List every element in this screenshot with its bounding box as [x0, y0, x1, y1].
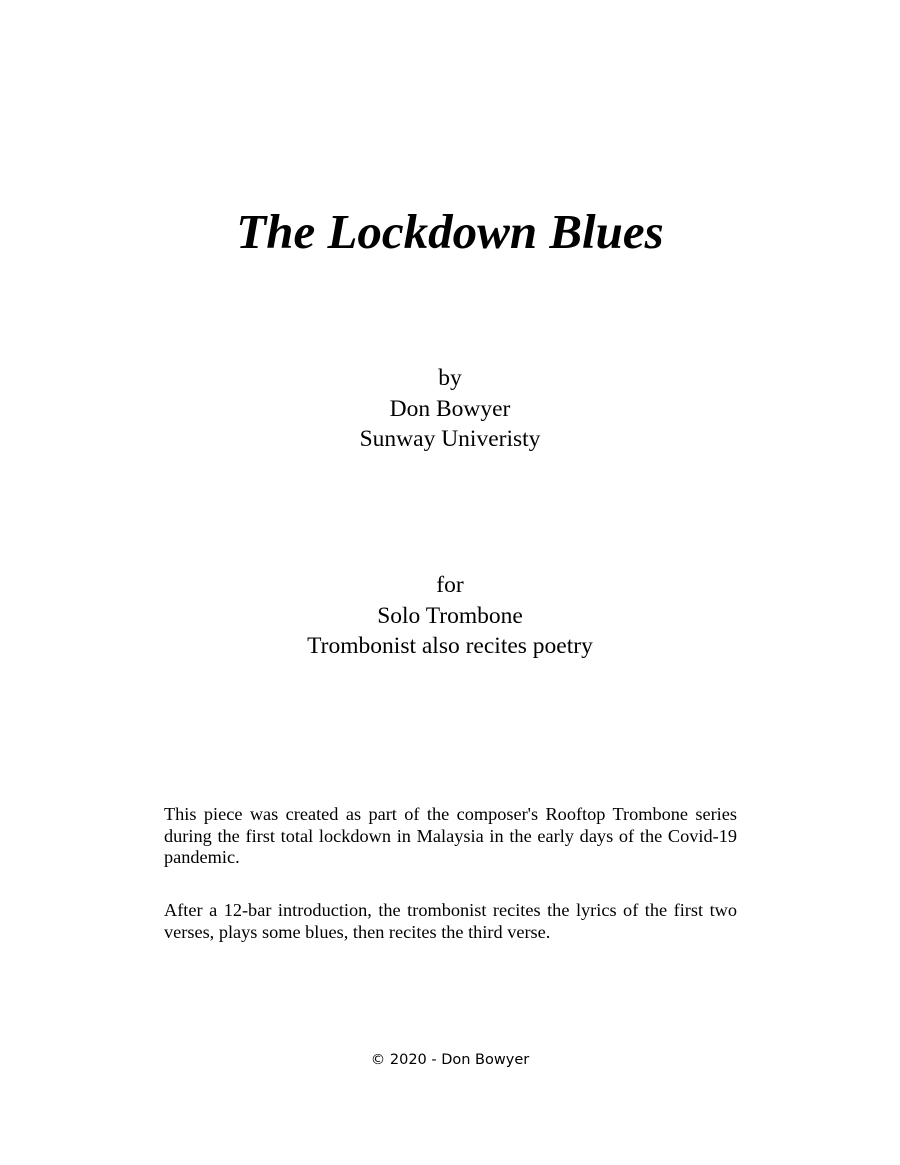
page-title: The Lockdown Blues [236, 204, 664, 259]
for-label: for [436, 572, 464, 598]
description-text-2: After a 12-bar introduction, the trombonist recites the lyrics of the first two verses, plays some blues, then recites the third verse. [164, 900, 737, 942]
instrumentation-block [0, 570, 900, 662]
description-text-1: This piece was created as part of the composer's Rooftop Trombone series during the first total lockdown in Malaysia in the early days of the Covid-19 pandemic. [164, 804, 737, 867]
description-paragraph-1 [164, 804, 737, 869]
byline-block [0, 363, 900, 455]
description-paragraph-2 [164, 900, 737, 943]
copyright-notice: © 2020 - Don Bowyer [370, 1052, 530, 1068]
composer-name: Don Bowyer [389, 395, 511, 422]
composer-affiliation: Sunway Univeristy [359, 426, 541, 452]
instrument-name: Solo Trombone [377, 602, 523, 629]
by-label: by [438, 365, 462, 391]
performance-note: Trombonist also recites poetry [307, 633, 593, 659]
